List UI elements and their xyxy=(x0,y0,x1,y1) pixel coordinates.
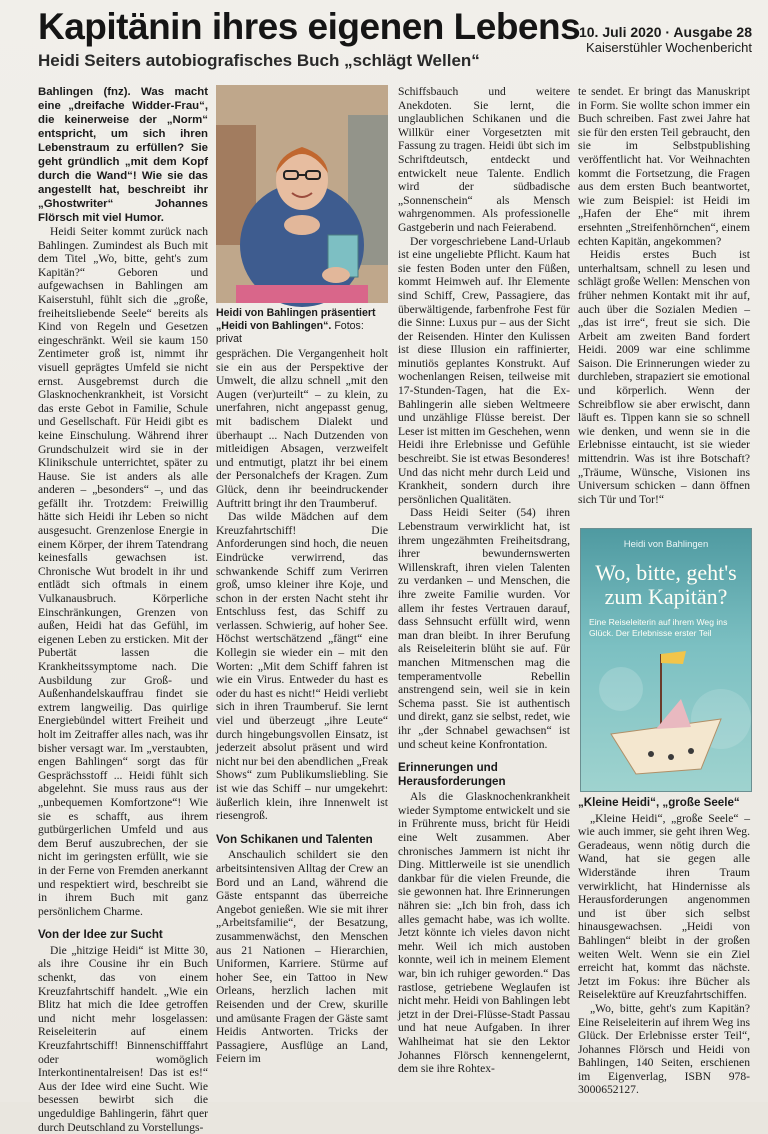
article-paragraph: te sendet. Er bringt das Manuskript in Form. Sie wollte schon immer ein Buch schreiben. Fast zwei Jahre hat sie für den ersten Teil gebraucht, den sie im Selbstpublishing veröffentlicht hat. Vor Weihnachten kommt die Fortsetzung, die Fragen aus dem ersten Buch beantwortet, wie zum Beispiel: ist Heidi im „Hafen der Ehe“ mit ihrem ersehnten „Streifenhörnchen“, einem echten Kapitän, angekommen? xyxy=(578,85,750,248)
article-paragraph: Anschaulich schildert sie den arbeitsintensiven Alltag der Crew an Bord und an Land, während die Gäste entspannt das überreiche Angebot genießen. Wie sie mit ihrer „Arbeitsfamilie“, der Besatzung, zusammenwächst, den Menschen aus 21 Nationen – Hierarchien, Uniformen, Karriere. Stürme auf hoher See, ein Tattoo in New Orleans, herzlich lachen mit Reisenden und der Crew, skurille und amüsante Fragen der Gäste samt Heidis Antworten. Tricks der Passagiere, Ausflüge an Land, Feiern im xyxy=(216,848,388,1066)
photo-credit: Fotos: privat xyxy=(216,320,364,345)
book-cover xyxy=(580,528,752,792)
article-paragraph: Heidis erstes Buch ist unterhaltsam, schnell zu lesen und schlägt große Wellen: Menschen von früher nehmen Kontakt mit ihr auf, auch über die Sozialen Medien – „das ist irre“, freut sie sich. Die Arbeit am zweiten Band fordert Heidi. 2009 war eine schlimme Saison. Die Erinnerungen wieder zu durchleben, strapaziert sie emotional und körperlich. Wenn der Schreibflow sie aber erwischt, dann läuft es. Tippen kann sie so schnell wie denken, und wenn sie in die Erlebnisse eintaucht, ist sie wieder mittendrin. Was ist ihre Botschaft? „Träume, Wünsche, Visionen ins Universum schicken – dann öffnen sich Tür und Tor!“ xyxy=(578,248,750,506)
book-cover-subtitle: Eine Reiseleiterin auf ihrem Weg ins Glück. Der Erlebnisse erster Teil xyxy=(589,617,728,638)
article-column-3 xyxy=(398,85,570,1095)
publication-name: Kaiserstühler Wochenbericht xyxy=(586,40,752,55)
article-column-1 xyxy=(38,85,208,1134)
article-paragraph: Als die Glasknochenkrankheit wieder Symptome entwickelt und sie in Frührente muss, bricht für Heidi eine Welt zusammen. Aber chronisches Jammern ist nicht ihr Ding. Mittlerweile ist sie unendlich dankbar für die vielen Freunde, die sie gewonnen hat. Ihre Erinnerungen nähren sie: „Ich bin froh, dass ich alles gemacht habe, was ich wollte. Jetzt könnte ich vieles davon nicht mehr. Weil ich mich austoben konnte, weil ich in meinem Element war, bin ich ruhiger geworden.“ Das rastlose, getriebene Weglaufen ist nicht mehr. Heidi von Bahlingen lebt jetzt in der Drei-Flüsse-Stadt Passau und hat neue Aufgaben. In ihrer Wahlheimat hat sie den Lektor Johannes Flörsch kennengelernt, dem sie ihre Rohtex- xyxy=(398,790,570,1076)
article-lead: Bahlingen (fnz). Was macht eine „dreifache Widder-Frau“, die keinerweise der „Norm“ entspricht, um sich ihren Lebenstraum zu erfüllen? Sie geht gründlich „mit dem Kopf durch die Wand“! Wie sie das angestellt hat, beschreibt ihr „Ghostwriter“ Johannes Flörsch mit viel Humor. xyxy=(38,86,208,224)
dateline xyxy=(579,24,752,55)
article-column-4 xyxy=(578,85,750,521)
article-paragraph: „Kleine Heidi“, „große Seele“ – wie auch immer, sie geht ihren Weg. Geradeaus, wenn nötig durch die Wand, hat sie gegen alle Widerstände ihren Traum verwirklicht, hat Hindernisse als Herausforderungen angenommen und ist über sich selbst hinausgewachsen. „Heidi von Bahlingen“ bleibt in der großen weiten Welt. Wenn sie ein Ziel erreicht hat, kommt das nächste. Jetzt im Fokus: ihre Bücher als Reiselektüre auf Kreuzfahrtschiffen. xyxy=(578,811,750,1002)
photo-caption xyxy=(216,307,388,346)
article-paragraph: Das wilde Mädchen auf dem Kreuzfahrtschiff! Die Anforderungen sind hoch, die neuen Eindrücke verwirrend, das schwankende Schiff zum Verirren groß, umso kleiner ihre Koje, und schon in der ersten Nacht steht ihr Entschluss fest, das Schiff zu verlassen. Schwierig, auf hoher See. Höchst wertschätzend „fängt“ eine Kollegin sie wieder ein – mit den Worten: „Mit dem Schiff fahren ist wie ein Virus. Entweder du hast es oder du hast es nicht!“ Heidi verliebt sich in ihren Traumberuf. Sie lernt viel und überzeugt „ihre Leute“ durch hingebungsvollen Einsatz, ist jederzeit absolut präsent und wird nicht nur bei den abendlichen „Freak Shows“ zum Publikumsliebling. Sie ist wie das Schiff – nur umgekehrt: äußerlich klein, ihre Innenwelt ist riesengroß. xyxy=(216,510,388,823)
author-photo-illustration xyxy=(216,85,388,303)
author-photo xyxy=(216,85,388,303)
article-paragraph: Dass Heidi Seiter (54) ihren Lebenstraum verwirklicht hat, ist ihrem ungezähmten Freiheitsdrang, ihrer bewundernswerten Willenskraft, ihren vielen Talenten zu verdanken – und Menschen, die ihre zweite Familie wurden. Vor allem ihr festes Vertrauen darauf, dass Sehnsucht erfüllt wird, wenn man dran bleibt. In ihrer Berufung als Reiseleiterin blüht sie auf. Für manchen Mitmenschen mag die temperamentvolle Rebellin anstrengend sein, weil sie in kein Schema passt. Sie ist authentisch und direkt, ganz sie selbst, redet, wie ihr „der Schnabel gewachsen“ ist und scheut keine Konfrontation. xyxy=(398,506,570,751)
book-cover-author: Heidi von Bahlingen xyxy=(623,539,709,550)
section-heading: „Kleine Heidi“, „große Seele“ xyxy=(578,796,740,809)
article-column-2 xyxy=(216,347,388,1095)
section-heading: Erinnerungen und Herausforderungen xyxy=(398,761,506,788)
photo-caption-text: Heidi von Bahlingen präsentiert „Heidi von Bahlingen“. xyxy=(216,307,376,332)
article-paragraph: „Wo, bitte, geht's zum Kapitän? Eine Reiseleiterin auf ihrem Weg ins Glück. Der Erlebnisse erster Teil“, Johannes Flörsch und Heidi von Bahlingen, 140 Seiten, erschienen im Eigenverlag, ISBN 978-3000652127. xyxy=(578,1001,750,1097)
date-issue: 10. Juli 2020 · Ausgabe 28 xyxy=(578,24,752,40)
article-paragraph: gesprächen. Die Vergangenheit holt sie ein aus der Perspektive der Umwelt, die allzu schnell „mit den Augen (ver)urteilt“ – zu klein, zu unerfahren, nicht angepasst genug, mit badischem Dialekt und überhaupt ... Nach Dutzenden von mitleidigen Absagen, verzweifelt und entmutigt, platzt ihr bei einem der Personalchefs der Kragen. Zum Glück, denn ihr beeindruckender Auftritt bringt ihr den Traumberuf. xyxy=(216,347,388,510)
headline: Kapitänin ihres eigenen Lebens xyxy=(38,6,581,47)
subhead: Heidi Seiters autobiografisches Buch „schlägt Wellen“ xyxy=(38,51,480,70)
article-paragraph: Die „hitzige Heidi“ ist Mitte 30, als ihre Cousine ihr ein Buch schenkt, das von einem Kreuzfahrtschiff handelt. „Wie ein Blitz hat mich die Idee getroffen und nicht mehr losgelassen: Reiseleiterin auf einem Kreuzfahrtschiff! Binnenschifffahrt oder womöglich Interkontinentalreisen! Das ist es!“ Aus der Idee wird eine Sucht. Wie besessen bewirbt sich die ungeduldige Bahlingerin, fährt quer durch Deutschland zu Vorstellungs- xyxy=(38,943,208,1134)
article-paragraph: Schiffsbauch und weitere Anekdoten. Sie lernt, die unglaublichen Schikanen und die Willkür einer Vorgesetzten mit Fassung zu tragen. Heidi übt sich im Schriftdeutsch, entdeckt und entwickelt neue Talente. Endlich wird der südbadische „Sonnenschein“ als Mensch wahrgenommen. Als professionelle Gastgeberin und nach Feierabend. xyxy=(398,85,570,234)
article-paragraph: Der vorgeschriebene Land-Urlaub ist eine ungeliebte Pflicht. Kaum hat sie festen Boden unter den Füßen, kommt Heimweh auf. Ihr Elemente sind Schiff, Crew, Passagiere, das überwältigende, farbenfrohe Fest für die Sinne: Luxus pur – aus der Sicht der Reisenden. Hinter den Kulissen ist diese Illusion ein raffinierter, minutiös geplantes Konstrukt. Auf wochenlangen Reisen, teilweise mit 17-Stunden-Tagen, hat die Ex-Bahlingerin alle sieben Weltmeere und unzählige Flüsse bereist. Der Leser ist mitten im Geschehen, wenn Heidi ihre Erlebnisse und Gefühle beschreibt. Sie ist etwas Besonderes! Und das nicht mehr durch Leid und Krankheit, sondern durch ihre persönlichen Qualitäten. xyxy=(398,234,570,506)
section-heading: Von Schikanen und Talenten xyxy=(216,832,373,846)
article-paragraph: Heidi Seiter kommt zurück nach Bahlingen. Zumindest als Buch mit dem Titel „Wo, bitte, geht's zum Kapitän?“ Geboren und aufgewachsen in Bahlingen am Kaiserstuhl, fühlt sich die „große, freiheitsliebende Seele“ bereits als Kind von Regeln und Gesetzen eingeschränkt. Weil sie kaum 150 Zentimeter groß ist, nimmt ihr visuell geprägtes Umfeld sie nicht ernst. Ausgebremst durch die Glasknochenkrankheit, ist Vorsicht das erste Gebot in Familie, Schule und Gesellschaft. Für Heidi gibt es keine Einschulung. Während ihrer Grundschulzeit wird sie in der Klinikschule unterrichtet, später zu Hause. Sie ist anders als alle anderen – „besonders“ –, und das gefällt ihr. Trotzdem: Freiwillig hätte sich Heidi ihr Leben so nicht ausgesucht. Grenzenlose Energie in einem Körper, der ihrem Tatendrang keinesfalls gewachsen ist. Chronische Wut brodelt in ihr und entlädt sich oftmals in einem Vulkanausbruch. Körperliche Einschränkungen, Grenzen von außen, Heidi hat das Gefühl, im eigenen Leben zu ersticken. Mit der Pubertät lassen die Krankheitssymptome nach. Die Ausbildung zur Groß- und Außenhandelskauffrau findet sie extrem langweilig. Das quirlige Energiebündel wittert Freiheit und holt im Zeitraffer alles nach, was ihr bisher versagt war. Im „verstaubten, engen Bahlingen“ sorgt das für Gesprächsstoff ... Heidi fühlt sich abgelehnt. Sie muss raus aus der „unbequemen Komfortzone“! Wie sie es schafft, aus ihrem gutbürgerlichen Umfeld und aus dem Beruf auszubrechen, der sie nicht im geringsten erfüllt, wie sie in der Ferne von Fremden anerkannt und respektiert wird, beschreibt sie in ihrem Buch mit ganz persönlichem Charme. xyxy=(38,225,208,918)
book-cover-title: Wo, bitte, geht's zum Kapitän? xyxy=(595,560,737,609)
section-heading: Von der Idee zur Sucht xyxy=(38,928,163,942)
article-column-5 xyxy=(578,796,750,1096)
